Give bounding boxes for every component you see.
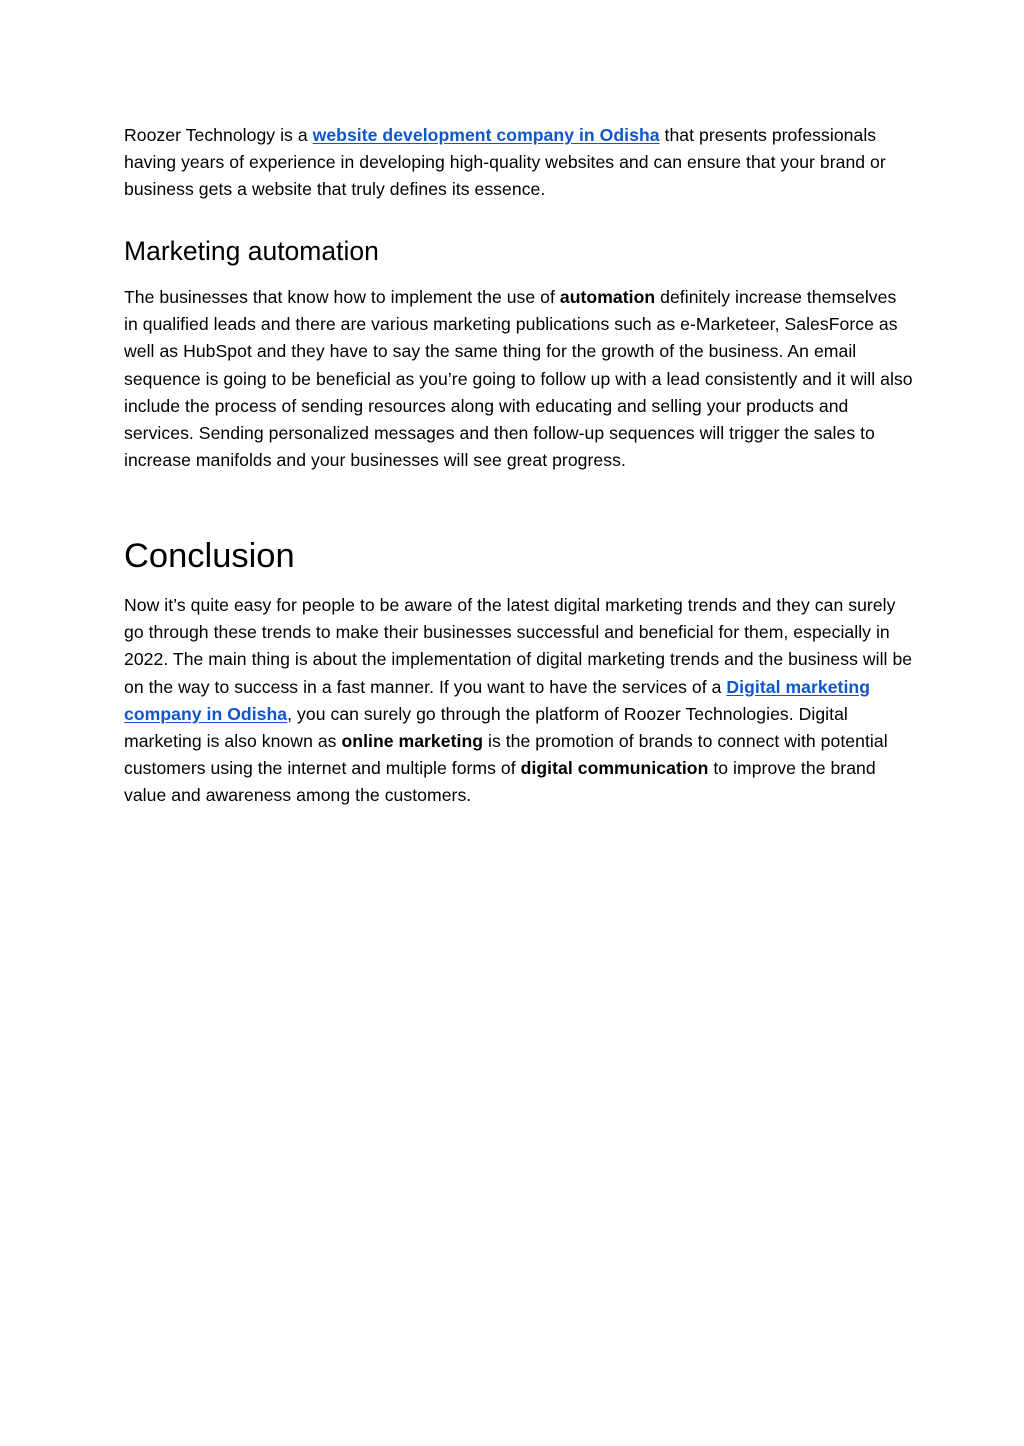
conclusion-paragraph [124, 592, 914, 810]
conclusion-text-3: is the promotion of brands to connect with potential customers using the internet and multiple forms of [124, 731, 888, 779]
marketing-text-after-bold: definitely increase themselves in qualified leads and there are various marketing publications such as e-Marketeer, SalesForce as well as HubSpot and they have to say the same thing for the growth of the business. An email sequence is going to be beneficial as you’re going to follow up with a lead consistently and it will also include the process of sending resources along with educating and selling your products and services. Sending personalized messages and then follow-up sequences will trigger the sales to increase manifolds and your businesses will see great progress. [124, 287, 913, 471]
marketing-automation-heading: Marketing automation [124, 236, 379, 266]
conclusion-text-1: Now it’s quite easy for people to be aware of the latest digital marketing trends and they can surely go through these trends to make their businesses successful and beneficial for them, especially in 2022. The main thing is about the implementation of digital marketing trends and the business will be on the way to success in a fast manner. If you want to have the services of a [124, 595, 913, 697]
marketing-text-before-bold: The businesses that know how to implement the use of [124, 287, 560, 307]
intro-paragraph [124, 122, 914, 204]
conclusion-text-2: , you can surely go through the platform of Roozer Technologies. Digital marketing is also known as [124, 703, 848, 752]
online-marketing-bold-term: online marketing [341, 731, 484, 752]
automation-bold-term: automation [559, 287, 656, 307]
conclusion-text-4: to improve the brand value and awareness among the customers. [124, 758, 876, 806]
conclusion-heading: Conclusion [124, 537, 295, 575]
marketing-automation-paragraph [124, 284, 914, 474]
digital-marketing-link[interactable]: Digital marketing company in Odisha [124, 676, 870, 724]
intro-text-before-link: Roozer Technology is a [124, 125, 313, 145]
website-development-link[interactable]: website development company in Odisha [312, 125, 660, 145]
digital-communication-bold-term: digital communication [520, 758, 709, 779]
intro-text-after-link: that presents professionals having years of experience in developing high-quality websites and can ensure that your brand or business gets a website that truly defines its essence. [124, 125, 886, 200]
